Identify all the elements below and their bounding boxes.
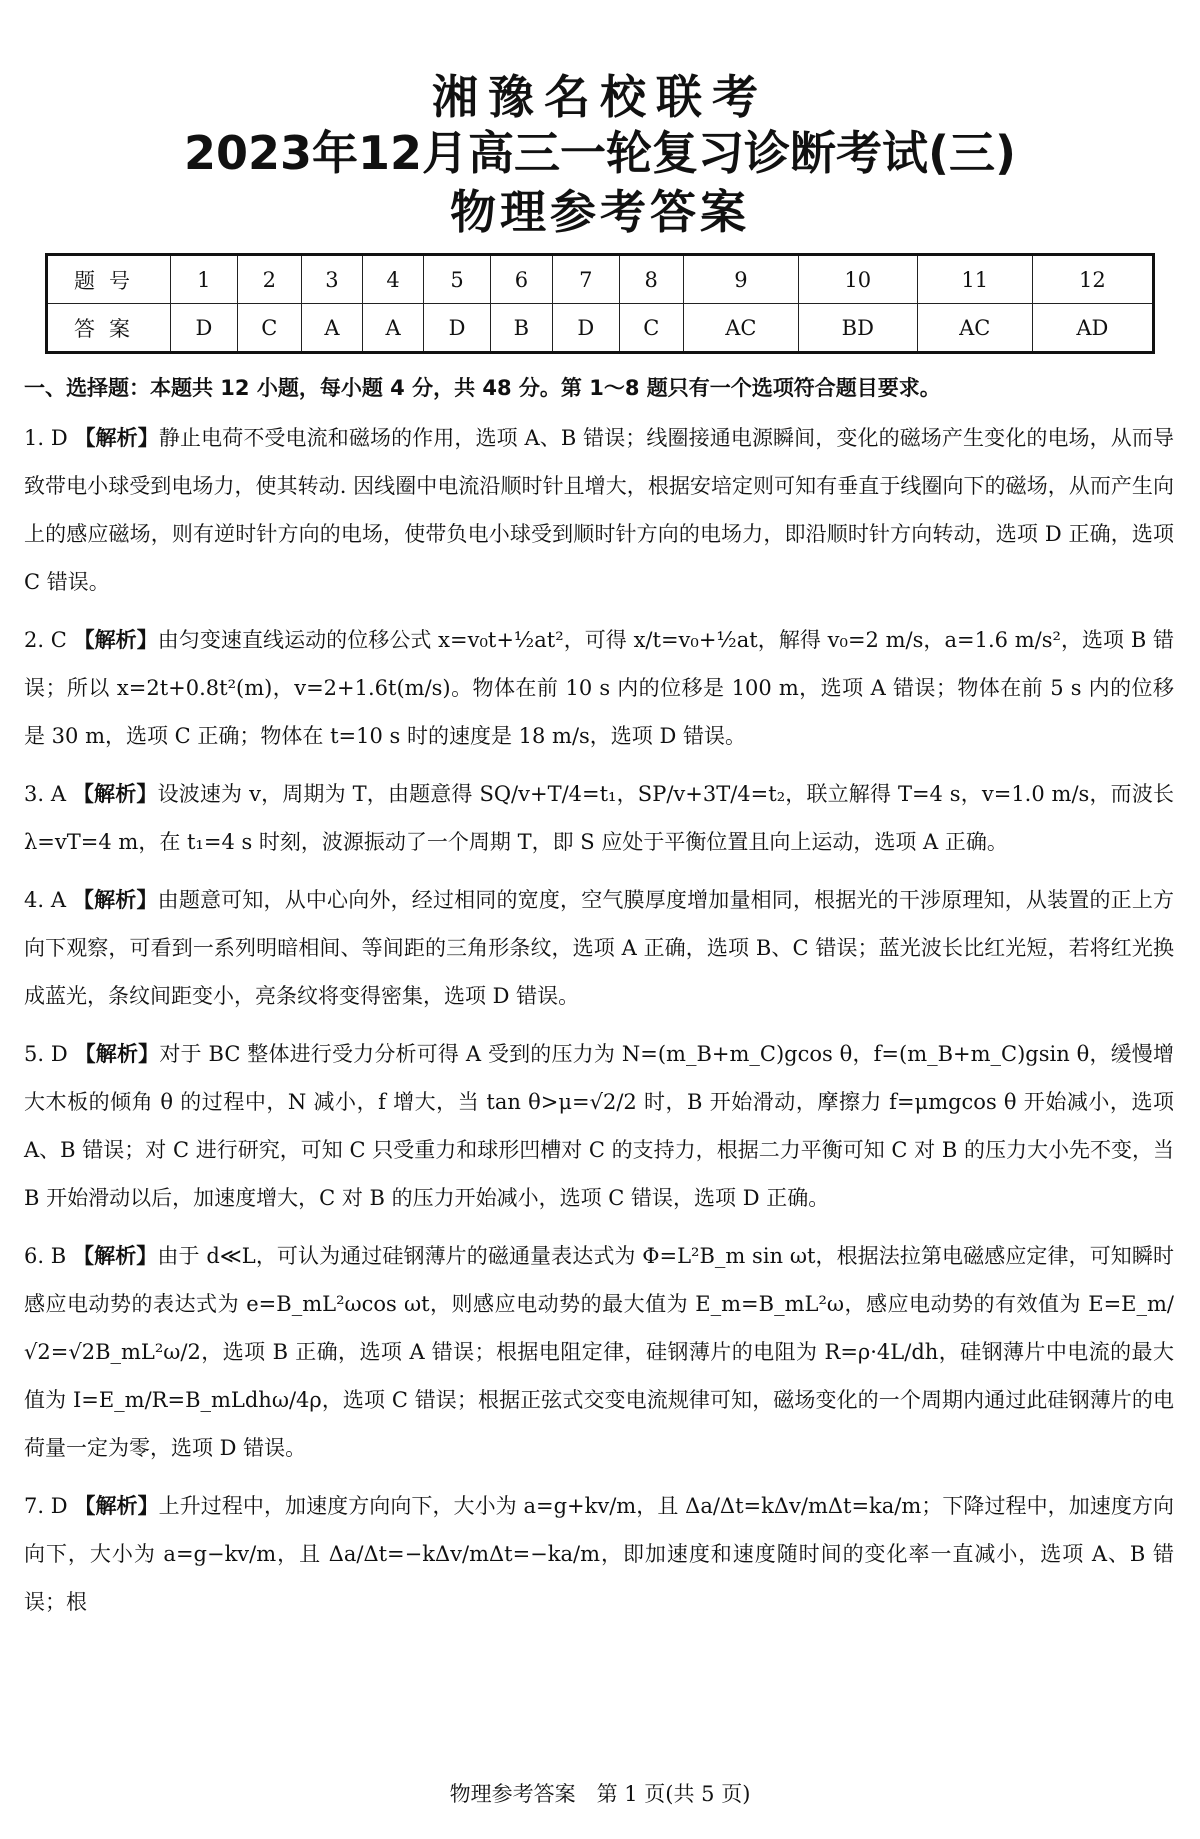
page-footer: 物理参考答案 第 1 页(共 5 页) (449, 1782, 751, 1806)
number-row (47, 255, 1154, 304)
analysis-tag: 【解析】 (74, 1042, 160, 1066)
number-cell: 5 (424, 255, 491, 304)
solution-item (24, 1232, 1174, 1472)
analysis-tag: 【解析】 (74, 1494, 159, 1518)
number-cell: 8 (619, 255, 683, 304)
number-cell: 10 (798, 255, 917, 304)
subject-title: 物理参考答案 (450, 185, 750, 239)
question-number: 5. D (24, 1042, 68, 1066)
analysis-text: 由题意可知，从中心向外，经过相同的宽度，空气膜厚度增加量相同，根据光的干涉原理知，从装置的正上方向下观察，可看到一系列明暗相间、等间距的三角形条纹，选项 A 正确，选项 B、C 错误；蓝光波长比红光短，若将红光换成蓝光，条纹间距变小，亮条纹将变得密集，选项 D 错误。 (24, 888, 1174, 1008)
number-row-label: 题号 (47, 255, 171, 304)
solution-item (24, 876, 1174, 1020)
analysis-tag: 【解析】 (73, 628, 158, 652)
analysis-text: 由于 d≪L，可认为通过硅钢薄片的磁通量表达式为 Φ=L²B_m sin ωt，根据法拉第电磁感应定律，可知瞬时感应电动势的表达式为 e=B_mL²ωcos ωt，则感应电动势的最大值为 E_m=B_mL²ω，感应电动势的有效值为 E=E_m/√2=√2B_mL²ω/2，选项 B 正确，选项 A 错误；根据电阻定律，硅钢薄片的电阻为 R=ρ·4L/dh，硅钢薄片中电流的最大值为 I=E_m/R=B_mLdhω/4ρ，选项 C 错误；根据正弦式交变电流规律可知，磁场变化的一个周期内通过此硅钢薄片的电荷量一定为零，选项 D 错误。 (24, 1244, 1174, 1460)
solution-body (24, 368, 1174, 1636)
question-number: 4. A (24, 888, 67, 912)
number-cell: 6 (490, 255, 552, 304)
analysis-tag: 【解析】 (73, 1244, 158, 1268)
answer-cell: D (424, 304, 491, 353)
solution-item (24, 770, 1174, 866)
number-cell: 11 (917, 255, 1032, 304)
question-number: 2. C (24, 628, 67, 652)
number-cell: 4 (363, 255, 424, 304)
exam-union-title: 湘豫名校联考 (432, 70, 768, 124)
answer-cell: A (363, 304, 424, 353)
title-block (0, 70, 1200, 242)
answer-cell: AD (1032, 304, 1153, 353)
answer-table (45, 253, 1155, 354)
analysis-text: 设波速为 v，周期为 T，由题意得 SQ/v+T/4=t₁，SP/v+3T/4=t₂，联立解得 T=4 s，v=1.0 m/s，而波长 λ=vT=4 m，在 t₁=4 s 时刻，波源振动了一个周期 T，即 S 应处于平衡位置且向上运动，选项 A 正确。 (24, 782, 1174, 854)
analysis-text: 由匀变速直线运动的位移公式 x=v₀t+½at²，可得 x/t=v₀+½at，解得 v₀=2 m/s，a=1.6 m/s²，选项 B 错误；所以 x=2t+0.8t²(m)，v=2+1.6t(m/s)。物体在前 10 s 内的位移是 100 m，选项 A 错误；物体在前 5 s 内的位移是 30 m，选项 C 正确；物体在 t=10 s 时的速度是 18 m/s，选项 D 错误。 (24, 628, 1174, 748)
analysis-tag: 【解析】 (72, 782, 158, 806)
analysis-tag: 【解析】 (72, 888, 158, 912)
question-number: 3. A (24, 782, 67, 806)
answer-cell: C (619, 304, 683, 353)
number-cell: 1 (171, 255, 238, 304)
number-cell: 3 (301, 255, 362, 304)
exam-name-title: 2023年12月高三一轮复习诊断考试(三) (183, 126, 1017, 180)
question-number: 7. D (24, 1494, 68, 1518)
answer-cell: D (171, 304, 238, 353)
solution-item (24, 1482, 1174, 1626)
answer-cell: AC (683, 304, 798, 353)
analysis-tag: 【解析】 (74, 426, 159, 450)
number-cell: 9 (683, 255, 798, 304)
answer-cell: B (490, 304, 552, 353)
question-number: 6. B (24, 1244, 67, 1268)
answer-row-label: 答案 (47, 304, 171, 353)
analysis-text: 静止电荷不受电流和磁场的作用，选项 A、B 错误；线圈接通电源瞬间，变化的磁场产生变化的电场，从而导致带电小球受到电场力，使其转动. 因线圈中电流沿顺时针且增大，根据安培定则可知有垂直于线圈向下的磁场，从而产生向上的感应磁场，则有逆时针方向的电场，使带负电小球受到顺时针方向的电场力，即沿顺时针方向转动，选项 D 正确，选项 C 错误。 (24, 426, 1174, 594)
answer-row (47, 304, 1154, 353)
answer-cell: D (552, 304, 619, 353)
number-cell: 12 (1032, 255, 1153, 304)
solution-item (24, 1030, 1174, 1222)
question-number: 1. D (24, 426, 68, 450)
answer-cell: A (301, 304, 362, 353)
solution-item (24, 616, 1174, 760)
section-heading: 一、选择题：本题共 12 小题，每小题 4 分，共 48 分。第 1～8 题只有一个选项符合题目要求。 (24, 376, 941, 400)
number-cell: 2 (237, 255, 301, 304)
analysis-text: 对于 BC 整体进行受力分析可得 A 受到的压力为 N=(m_B+m_C)gcos θ，f=(m_B+m_C)gsin θ，缓慢增大木板的倾角 θ 的过程中，N 减小，f 增大，当 tan θ>μ=√2/2 时，B 开始滑动，摩擦力 f=μmgcos θ 开始减小，选项 A、B 错误；对 C 进行研究，可知 C 只受重力和球形凹槽对 C 的支持力，根据二力平衡可知 C 对 B 的压力大小先不变，当 B 开始滑动以后，加速度增大，C 对 B 的压力开始减小，选项 C 错误，选项 D 正确。 (24, 1042, 1174, 1210)
solution-item (24, 414, 1174, 606)
answer-cell: BD (798, 304, 917, 353)
answer-cell: AC (917, 304, 1032, 353)
analysis-text: 上升过程中，加速度方向向下，大小为 a=g+kv/m，且 Δa/Δt=kΔv/mΔt=ka/m；下降过程中，加速度方向向下，大小为 a=g−kv/m，且 Δa/Δt=−kΔv/mΔt=−ka/m，即加速度和速度随时间的变化率一直减小，选项 A、B 错误；根 (24, 1494, 1174, 1614)
number-cell: 7 (552, 255, 619, 304)
answer-cell: C (237, 304, 301, 353)
